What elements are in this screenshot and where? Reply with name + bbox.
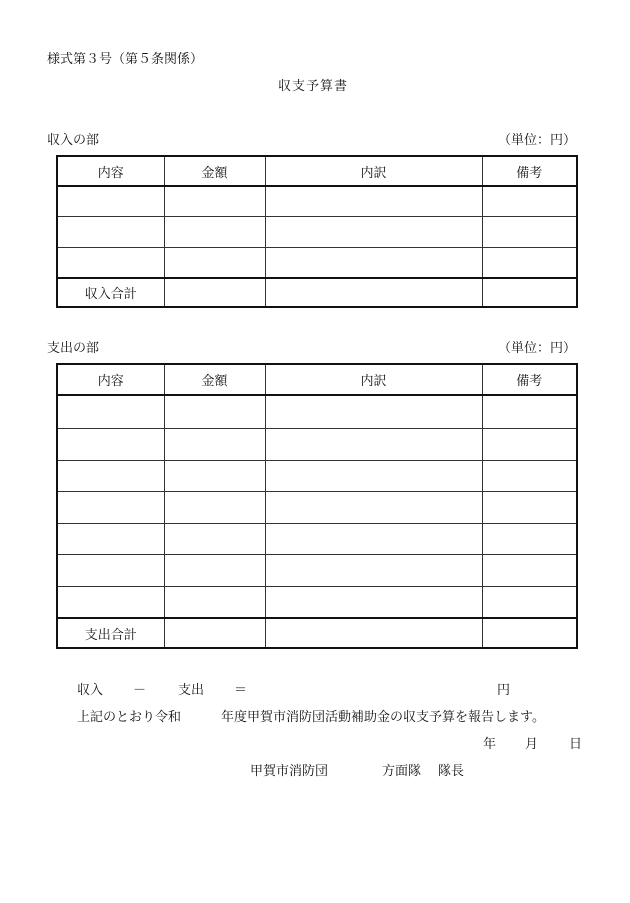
breakdown-cell[interactable] bbox=[265, 460, 482, 491]
equation-expense-label: 支出 bbox=[178, 683, 205, 698]
income-unit-label: （単位：円） bbox=[497, 133, 576, 148]
income-header-row bbox=[57, 156, 577, 186]
table-row bbox=[57, 554, 577, 586]
breakdown-cell[interactable] bbox=[265, 523, 482, 554]
date-day-label: 日 bbox=[569, 737, 583, 752]
table-row bbox=[57, 586, 577, 618]
expense-section-label: 支出の部 bbox=[47, 341, 100, 356]
page-title: 収支予算書 bbox=[278, 79, 349, 94]
date-year-label: 年 bbox=[483, 737, 497, 752]
amount-cell[interactable] bbox=[164, 186, 265, 216]
form-number: 様式第３号（第５条関係） bbox=[47, 52, 204, 67]
equation-income-label: 収入 bbox=[77, 683, 104, 698]
total-amount-cell[interactable] bbox=[164, 618, 265, 648]
content-cell[interactable] bbox=[57, 460, 164, 491]
remarks-cell[interactable] bbox=[482, 216, 577, 247]
equation-yen-label: 円 bbox=[497, 683, 511, 698]
header-breakdown: 内訳 bbox=[265, 364, 482, 395]
breakdown-cell[interactable] bbox=[265, 586, 482, 618]
content-cell[interactable] bbox=[57, 554, 164, 586]
equation-equals-sign: ＝ bbox=[234, 683, 248, 698]
header-breakdown: 内訳 bbox=[265, 156, 482, 186]
income-table bbox=[56, 155, 578, 308]
signature-division: 方面隊 bbox=[382, 764, 422, 779]
amount-cell[interactable] bbox=[164, 247, 265, 278]
amount-cell[interactable] bbox=[164, 216, 265, 247]
total-breakdown-cell[interactable] bbox=[265, 278, 482, 307]
remarks-cell[interactable] bbox=[482, 428, 577, 460]
breakdown-cell[interactable] bbox=[265, 428, 482, 460]
content-cell[interactable] bbox=[57, 491, 164, 523]
table-row bbox=[57, 247, 577, 278]
expense-table bbox=[56, 363, 578, 649]
expense-unit-label: （単位：円） bbox=[497, 341, 576, 356]
content-cell[interactable] bbox=[57, 247, 164, 278]
breakdown-cell[interactable] bbox=[265, 554, 482, 586]
table-row bbox=[57, 491, 577, 523]
header-remarks: 備考 bbox=[482, 364, 577, 395]
remarks-cell[interactable] bbox=[482, 395, 577, 428]
remarks-cell[interactable] bbox=[482, 586, 577, 618]
table-row bbox=[57, 523, 577, 554]
content-cell[interactable] bbox=[57, 523, 164, 554]
header-content: 内容 bbox=[57, 156, 164, 186]
amount-cell[interactable] bbox=[164, 428, 265, 460]
total-label: 支出合計 bbox=[57, 618, 164, 648]
income-section-label: 収入の部 bbox=[47, 133, 100, 148]
amount-cell[interactable] bbox=[164, 395, 265, 428]
signature-organization: 甲賀市消防団 bbox=[250, 764, 329, 779]
table-row bbox=[57, 186, 577, 216]
table-row bbox=[57, 428, 577, 460]
content-cell[interactable] bbox=[57, 395, 164, 428]
content-cell[interactable] bbox=[57, 216, 164, 247]
remarks-cell[interactable] bbox=[482, 491, 577, 523]
amount-cell[interactable] bbox=[164, 523, 265, 554]
amount-cell[interactable] bbox=[164, 586, 265, 618]
breakdown-cell[interactable] bbox=[265, 247, 482, 278]
header-content: 内容 bbox=[57, 364, 164, 395]
total-remarks-cell[interactable] bbox=[482, 278, 577, 307]
statement-suffix: 年度甲賀市消防団活動補助金の収支予算を報告します。 bbox=[221, 710, 545, 725]
date-month-label: 月 bbox=[525, 737, 539, 752]
remarks-cell[interactable] bbox=[482, 186, 577, 216]
amount-cell[interactable] bbox=[164, 491, 265, 523]
expense-total-row bbox=[57, 618, 577, 648]
content-cell[interactable] bbox=[57, 428, 164, 460]
total-amount-cell[interactable] bbox=[164, 278, 265, 307]
header-amount: 金額 bbox=[164, 364, 265, 395]
amount-cell[interactable] bbox=[164, 554, 265, 586]
amount-cell[interactable] bbox=[164, 460, 265, 491]
breakdown-cell[interactable] bbox=[265, 186, 482, 216]
breakdown-cell[interactable] bbox=[265, 491, 482, 523]
header-remarks: 備考 bbox=[482, 156, 577, 186]
remarks-cell[interactable] bbox=[482, 247, 577, 278]
total-remarks-cell[interactable] bbox=[482, 618, 577, 648]
table-row bbox=[57, 460, 577, 491]
remarks-cell[interactable] bbox=[482, 554, 577, 586]
statement-prefix: 上記のとおり令和 bbox=[77, 710, 182, 725]
total-label: 収入合計 bbox=[57, 278, 164, 307]
expense-header-row bbox=[57, 364, 577, 395]
equation-minus-sign: － bbox=[133, 683, 147, 698]
table-row bbox=[57, 395, 577, 428]
table-row bbox=[57, 216, 577, 247]
breakdown-cell[interactable] bbox=[265, 216, 482, 247]
total-breakdown-cell[interactable] bbox=[265, 618, 482, 648]
signature-title: 隊長 bbox=[438, 764, 465, 779]
header-amount: 金額 bbox=[164, 156, 265, 186]
content-cell[interactable] bbox=[57, 586, 164, 618]
remarks-cell[interactable] bbox=[482, 460, 577, 491]
income-total-row bbox=[57, 278, 577, 307]
remarks-cell[interactable] bbox=[482, 523, 577, 554]
content-cell[interactable] bbox=[57, 186, 164, 216]
breakdown-cell[interactable] bbox=[265, 395, 482, 428]
